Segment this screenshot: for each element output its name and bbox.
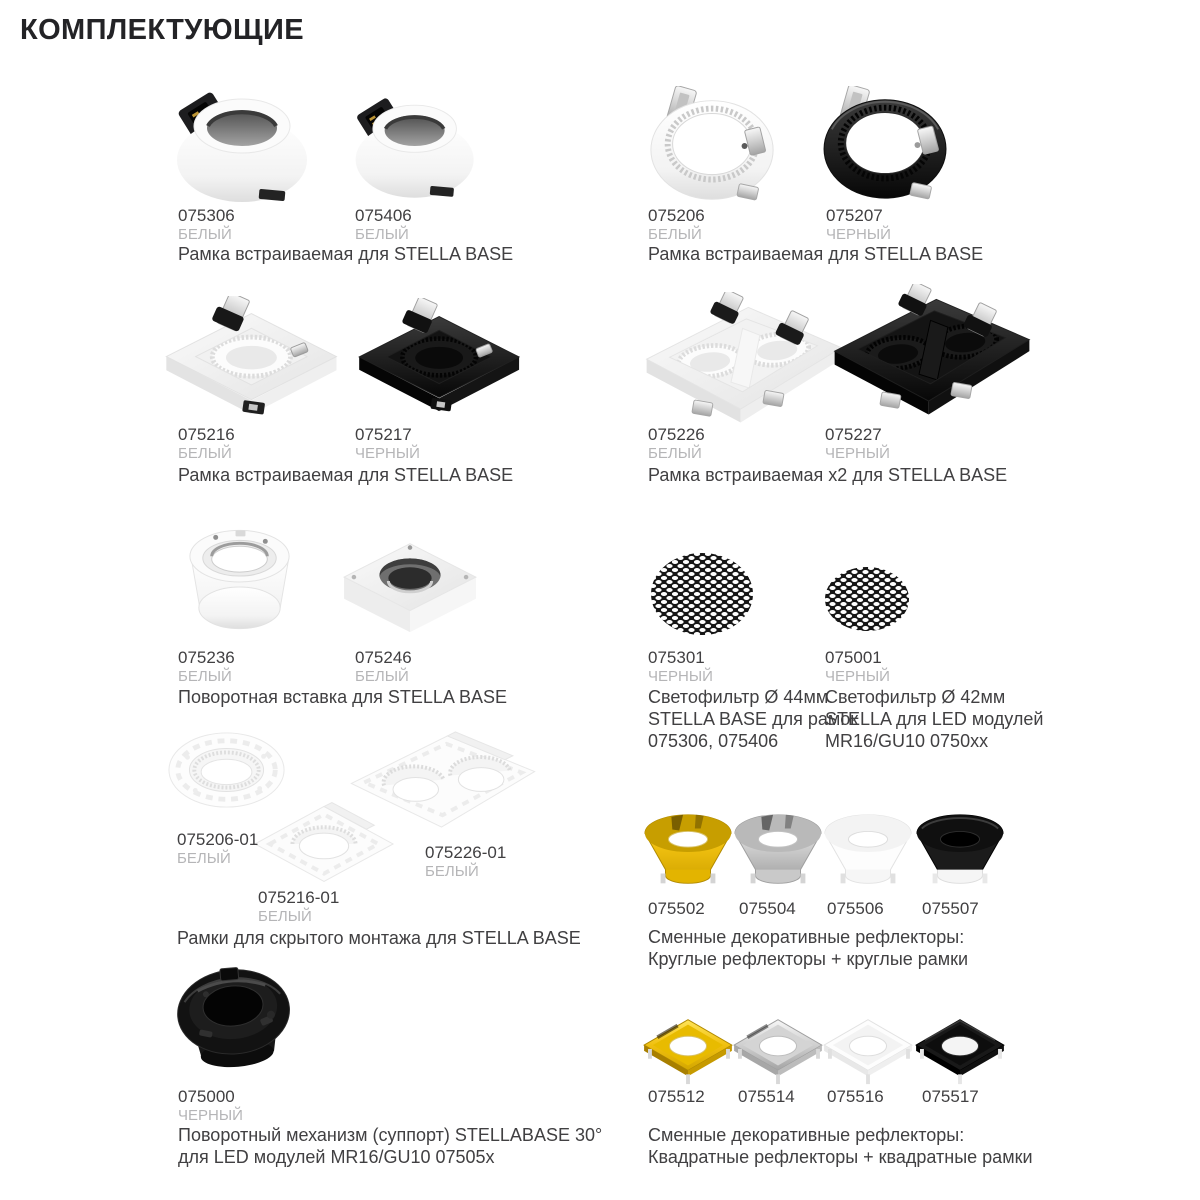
product-image-075301 [650,552,754,636]
product-label [258,888,339,926]
product-variant: БЕЛЫЙ [177,850,231,867]
product-image-075514 [730,1008,826,1088]
product-variant: ЧЕРНЫЙ [178,1107,243,1124]
product-image-075001 [824,566,910,632]
product-code: 075504 [739,899,796,918]
product-label [826,206,891,244]
product-variant: БЕЛЫЙ [648,226,702,243]
description-line: Сменные декоративные рефлекторы: [648,1125,965,1145]
product-image-075227 [826,284,1038,426]
group-description: Рамка встраиваемая для STELLA BASE [178,244,514,264]
description-line: Сменные декоративные рефлекторы: [648,927,965,947]
description-line: STELLA BASE для рамок [648,709,859,729]
product-variant: БЕЛЫЙ [355,668,409,685]
product-image-075216 [156,296,338,428]
product-label [178,648,235,686]
product-variant: БЕЛЫЙ [425,863,479,880]
product-variant: ЧЕРНЫЙ [825,445,890,462]
product-label [648,648,713,686]
description-line: для LED модулей MR16/GU10 07505x [178,1147,495,1167]
product-code: 075236 [178,648,235,667]
product-code: 075514 [738,1087,795,1106]
product-image-075206 [645,86,781,208]
product-code: 075226-01 [425,843,507,862]
product-variant: БЕЛЫЙ [178,445,232,462]
product-image-075217 [350,298,520,426]
product-code: 075506 [827,899,884,918]
product-variant: БЕЛЫЙ [178,226,232,243]
product-variant: БЕЛЫЙ [178,668,232,685]
group-description: Поворотная вставка для STELLA BASE [178,687,507,707]
product-label [425,843,506,881]
group-description: Рамка встраиваемая x2 для STELLA BASE [648,465,1008,485]
group-description: Рамки для скрытого монтажа для STELLA BASE [177,928,581,948]
description-line: Круглые рефлекторы + круглые рамки [648,949,969,969]
product-label [355,648,412,686]
product-label [355,206,412,244]
group-description: Рамка встраиваемая для STELLA BASE [648,244,984,264]
page-title: КОМПЛЕКТУЮЩИЕ [20,14,304,46]
product-code: 075206 [648,206,705,225]
product-variant: ЧЕРНЫЙ [825,668,890,685]
product-image-075517 [912,1008,1008,1088]
product-label [825,425,890,463]
product-description [825,686,1043,752]
product-code: 075001 [825,648,882,667]
description-line: 075306, 075406 [648,731,779,751]
product-code: 075217 [355,425,412,444]
product-variant: ЧЕРНЫЙ [826,226,891,243]
group-description [648,926,968,970]
description-line: Квадратные рефлекторы + квадратные рамки [648,1147,1033,1167]
product-code: 075207 [826,206,883,225]
product-label [178,1087,243,1125]
product-variant: БЕЛЫЙ [258,908,312,925]
group-description: Рамка встраиваемая для STELLA BASE [178,465,514,485]
product-code: 075301 [648,648,705,667]
product-image-075507 [914,812,1006,892]
description-line: Поворотный механизм (суппорт) STELLABASE 30° [178,1125,603,1145]
description-line: STELLA для LED модулей [825,709,1044,729]
product-label [648,206,705,244]
product-label [178,425,235,463]
product-label [178,206,235,244]
product-image-075306 [162,84,314,206]
product-variant: ЧЕРНЫЙ [648,668,713,685]
product-variant: БЕЛЫЙ [648,445,702,462]
product-code: 075517 [922,1087,979,1106]
product-code: 075406 [355,206,412,225]
product-code: 075516 [827,1087,884,1106]
product-code: 075206-01 [177,830,259,849]
product-code: 075226 [648,425,705,444]
product-code: 075246 [355,648,412,667]
description-line: Светофильтр Ø 44мм [648,687,829,707]
description-line: MR16/GU10 0750xx [825,731,989,751]
product-code: 075502 [648,899,705,918]
product-image-075000 [172,962,294,1080]
product-image-075504 [732,812,824,892]
product-image-075207 [818,86,954,206]
product-code: 075507 [922,899,979,918]
product-image-075226 [638,292,850,434]
product-label [648,425,705,463]
product-label [177,830,258,868]
product-label [825,648,890,686]
product-image-075226-01 [346,728,540,832]
product-variant: ЧЕРНЫЙ [355,445,420,462]
product-image-075406 [342,86,480,206]
product-variant: БЕЛЫЙ [355,226,409,243]
product-label [355,425,420,463]
product-image-075246 [336,522,484,642]
group-description [178,1124,602,1168]
product-code: 075000 [178,1087,235,1106]
product-code: 075512 [648,1087,705,1106]
product-image-075512 [640,1008,736,1088]
product-code: 075227 [825,425,882,444]
product-image-075236 [178,520,302,642]
product-code: 075306 [178,206,235,225]
description-line: Светофильтр Ø 42мм [825,687,1006,707]
group-description [648,1124,1033,1168]
product-image-075516 [820,1008,916,1088]
product-image-075502 [642,812,734,892]
product-code: 075216 [178,425,235,444]
product-code: 075216-01 [258,888,340,907]
product-image-075506 [822,812,914,892]
